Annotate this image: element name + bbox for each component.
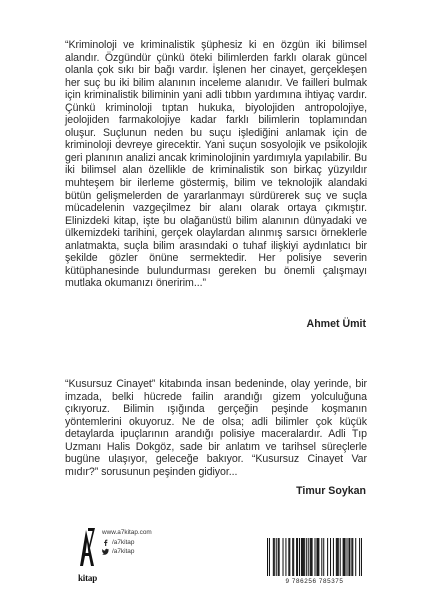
website-line[interactable] bbox=[102, 528, 152, 538]
author-ahmet-umit: Ahmet Ümit bbox=[306, 318, 366, 330]
barcode-bar bbox=[323, 538, 324, 576]
twitter-icon bbox=[102, 548, 109, 555]
website-link[interactable]: www.a7kitap.com bbox=[102, 529, 152, 536]
barcode-bar bbox=[304, 538, 305, 576]
author-timur-soykan: Timur Soykan bbox=[296, 485, 366, 497]
barcode-bar bbox=[292, 538, 293, 576]
barcode-bar bbox=[343, 538, 344, 576]
facebook-line[interactable] bbox=[102, 538, 152, 548]
barcode-bar bbox=[273, 538, 274, 576]
facebook-icon bbox=[102, 539, 109, 546]
barcode-bar bbox=[311, 538, 312, 576]
barcode-bar bbox=[359, 538, 360, 576]
isbn-number: 9 786256 785375 bbox=[285, 578, 344, 585]
barcode-bar bbox=[303, 538, 304, 576]
publisher-contacts bbox=[102, 528, 152, 557]
isbn-barcode bbox=[261, 534, 368, 586]
barcode-bar bbox=[267, 538, 268, 576]
barcode-bar bbox=[344, 538, 345, 576]
barcode-bar bbox=[346, 538, 347, 576]
barcode-bar bbox=[340, 538, 341, 576]
barcode-bar bbox=[348, 538, 349, 576]
barcode-bar bbox=[317, 538, 318, 576]
barcode-bar bbox=[301, 538, 302, 576]
barcode-bar bbox=[336, 538, 337, 576]
barcode-bar bbox=[349, 538, 350, 576]
barcode-bar bbox=[297, 538, 298, 576]
barcode-bar bbox=[310, 538, 311, 576]
barcode-bar bbox=[285, 538, 286, 576]
barcode-bar bbox=[289, 538, 290, 576]
barcode-bar bbox=[330, 538, 331, 576]
barcode-bar bbox=[316, 538, 317, 576]
barcode-bar bbox=[269, 538, 270, 576]
twitter-handle[interactable]: /a7kitap bbox=[112, 548, 135, 556]
barcode-bar bbox=[278, 538, 279, 576]
barcode-bar bbox=[299, 538, 300, 576]
barcode-bar bbox=[302, 538, 303, 576]
barcode-bar bbox=[351, 538, 352, 576]
barcode-bar bbox=[283, 538, 284, 576]
barcode-bar bbox=[327, 538, 328, 576]
barcode-bar bbox=[352, 538, 353, 576]
barcode-bar bbox=[288, 538, 289, 576]
barcode-bar bbox=[337, 538, 338, 576]
publisher-block bbox=[76, 526, 196, 586]
barcode-bar bbox=[318, 538, 319, 576]
quote-timur-soykan: “Kusursuz Cinayet” kitabında insan bedeninde, olay yerinde, bir imzada, belki hücrede failin arandığı gizem yolculuğuna çıkıyoruz. Bilimin ışığında gerçeğin peşinde koşmanın yöntemlerini okuyoruz. Ne de olsa; adli bilimler çok küçük detaylarda ipuçlarının arandığı polisiye maceralardır. Adli Tıp Uzmanı Halis Dokgöz, sade bir anlatım ve tarihsel süreçlerle bugüne ulaşıyor, geleceğe bakıyor. “Kusursuz Cinayet Var mıdır?” sorusunun peşinden gidiyor... bbox=[65, 378, 367, 478]
barcode-bar bbox=[312, 538, 313, 576]
barcode-bar bbox=[279, 538, 280, 576]
quote-ahmet-umit: “Kriminoloji ve kriminalistik şüphesiz ki en özgün iki bilimsel alandır. Özgündür çünkü öteki bilimlerden farklı olarak güncel olanla çok sıkı bir bağı vardır. İşlenen her cinayet, gerçekleşen her suç bu iki bilim alanının inceleme alanıdır. Ve failleri bulmak için kriminalistik biliminin yani adli tıbbın yardımına ihtiyaç vardır. Çünkü kriminoloji tıptan hukuka, biyolojiden antropolojiye, jeolojiden farmakolojiye kadar farklı bilimlerin toplamından oluşur. Suçlunun neden bu suçu işlediğini anlamak için de kriminoloji devreye girecektir. Yani suçun sosyolojik ve psikolojik geri planının analizi ancak kriminolojinin yardımıyla yapılabilir. Bu iki bilimsel alan özellikle de kriminalistik son birkaç yüzyıldır muhteşem bir ilerleme göstermiş, bilim ve teknolojik alandaki bütün gelişmelerden de yararlanmayı sürdürerek suç ve suçla mücadelenin vazgeçilmez bir alanı olarak ortaya çıkmıştır. Elinizdeki kitap, işte bu olağanüstü bilim alanının dünyadaki ve ülkemizdeki tarihini, gerçek olaylardan alınmış sarsıcı örneklerle anlatmakta, suçla bilim arasındaki o tuhaf ilişkiyi aydınlatıcı bir şekilde gözler önüne sermektedir. Her polisiye severin kütüphanesinde bulundurması gereken bu önemli çalışmayı mutlaka okumanızı öneririm...” bbox=[65, 39, 367, 290]
barcode-bar bbox=[308, 538, 309, 576]
barcode-bar bbox=[321, 538, 322, 576]
barcode-bar bbox=[355, 538, 356, 576]
barcode-bar bbox=[276, 538, 277, 576]
barcode-bar bbox=[361, 538, 362, 576]
barcode-bar bbox=[315, 538, 316, 576]
logo-wordmark: kitap bbox=[78, 573, 98, 583]
facebook-handle[interactable]: /a7kitap bbox=[112, 538, 135, 546]
barcode-bar bbox=[293, 538, 294, 576]
barcode-bars bbox=[267, 538, 362, 578]
barcode-bar bbox=[338, 538, 339, 576]
barcode-bar bbox=[333, 538, 334, 576]
twitter-line[interactable] bbox=[102, 547, 152, 557]
barcode-bar bbox=[306, 538, 307, 576]
barcode-bar bbox=[345, 538, 346, 576]
barcode-bar bbox=[296, 538, 297, 576]
barcode-bar bbox=[274, 538, 275, 576]
